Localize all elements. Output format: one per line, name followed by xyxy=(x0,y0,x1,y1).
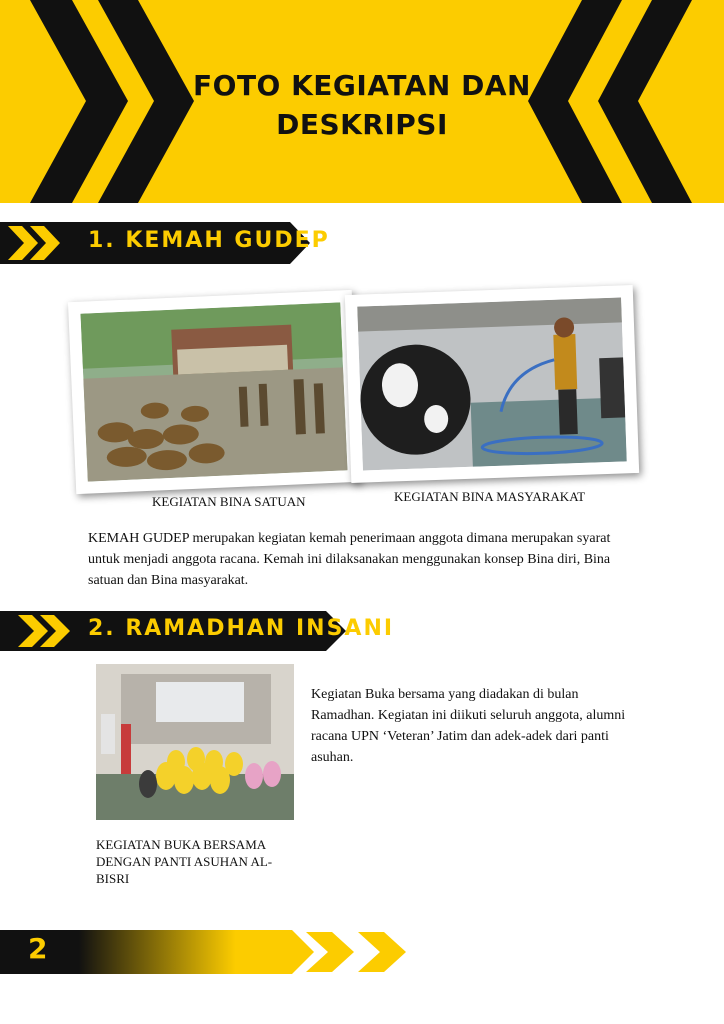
page-title xyxy=(160,66,564,144)
cow-washing-image xyxy=(357,297,627,470)
photo-bina-masyarakat xyxy=(345,285,639,483)
caption-buka-bersama-line2: DENGAN PANTI ASUHAN AL- xyxy=(96,854,273,869)
iftar-gathering-image xyxy=(96,664,294,820)
scout-camp-image xyxy=(80,302,347,481)
section1-paragraph: KEMAH GUDEP merupakan kegiatan kemah penerimaan anggota dimana merupakan syarat untuk menjadi anggota racana. Kemah ini dilaksanakan menggunakan konsep Bina diri, Bina satuan dan Bina masyarakat. xyxy=(88,531,611,588)
page-title-line1: FOTO KEGIATAN DAN xyxy=(193,69,531,102)
caption-buka-bersama-line1: KEGIATAN BUKA BERSAMA xyxy=(96,837,267,852)
photo-bina-satuan xyxy=(68,290,360,494)
footer-bar xyxy=(0,930,412,974)
caption-buka-bersama-line3: BISRI xyxy=(96,871,130,886)
photo-buka-bersama xyxy=(96,664,294,820)
caption-bina-satuan: KEGIATAN BINA SATUAN xyxy=(152,494,306,509)
page-number: 2 xyxy=(28,932,48,965)
section1-heading: 1. KEMAH GUDEP xyxy=(88,228,330,253)
page-title-line2: DESKRIPSI xyxy=(276,108,448,141)
section2-heading: 2. RAMADHAN INSANI xyxy=(88,616,395,641)
caption-bina-masyarakat: KEGIATAN BINA MASYARAKAT xyxy=(394,489,586,504)
section2-paragraph: Kegiatan Buka bersama yang diadakan di bulan Ramadhan. Kegiatan ini diikuti seluruh anggota, alumni racana UPN ‘Veteran’ Jatim dan adek-adek dari panti asuhan. xyxy=(311,687,626,765)
caption-buka-bersama xyxy=(96,836,296,887)
